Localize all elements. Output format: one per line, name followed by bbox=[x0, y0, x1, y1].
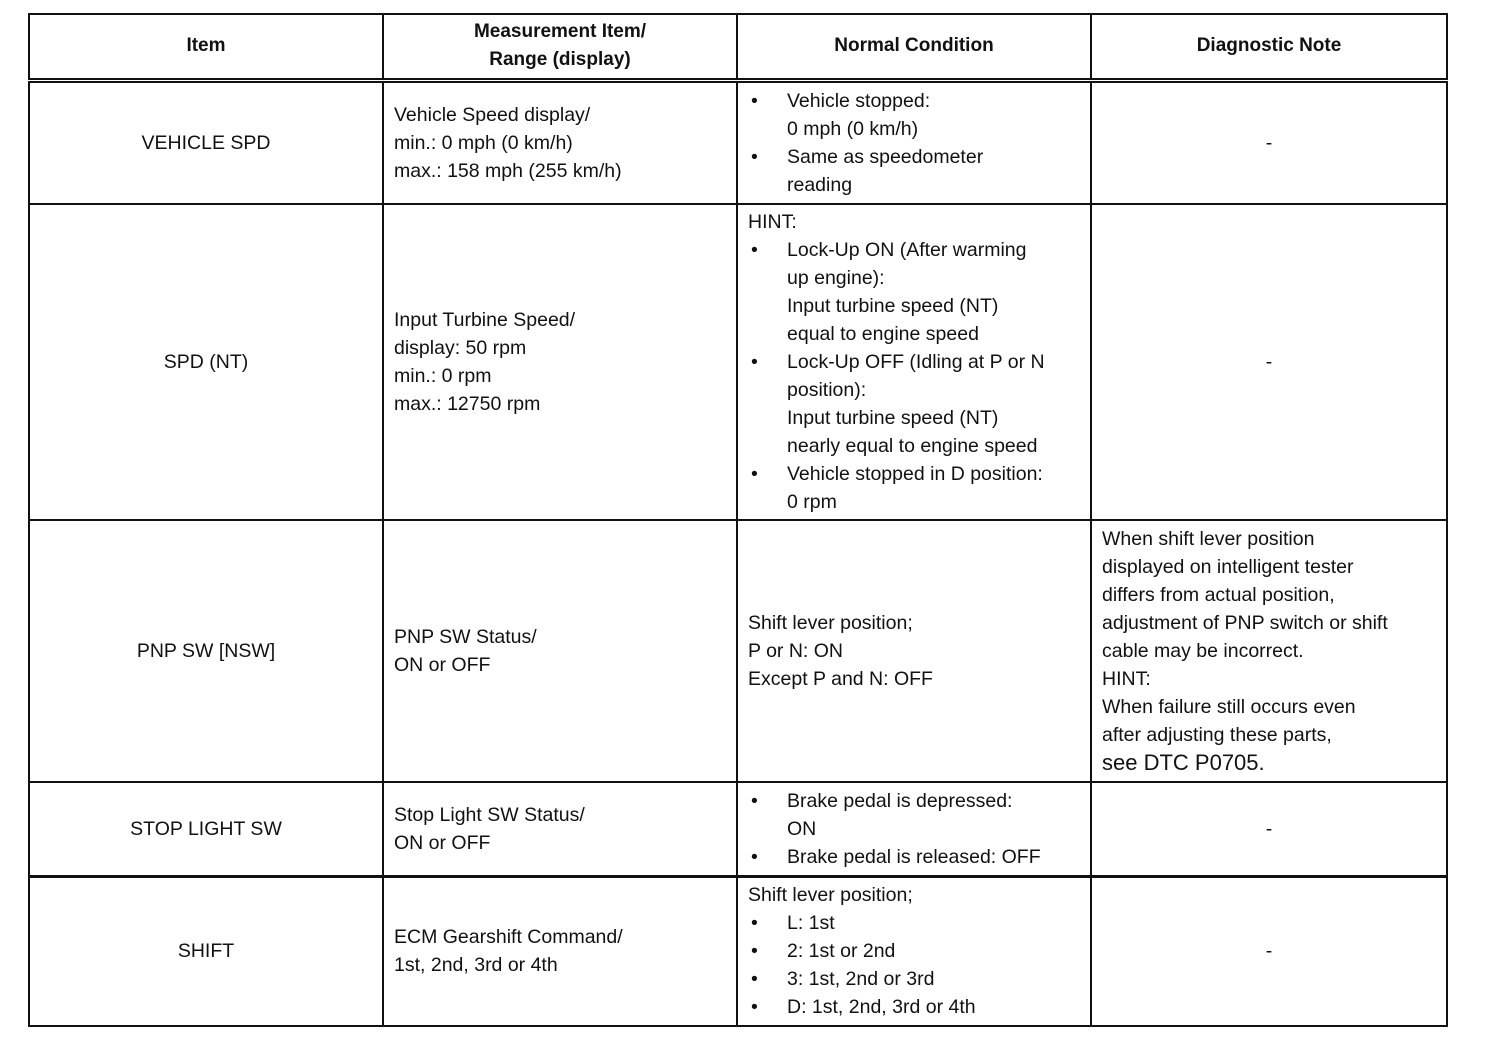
text-line: Shift lever position; bbox=[748, 612, 913, 634]
table-row bbox=[29, 204, 1447, 520]
text-line: displayed on intelligent tester bbox=[1102, 556, 1354, 578]
text-line: PNP SW Status/ bbox=[394, 626, 537, 648]
text-line: When failure still occurs even bbox=[1102, 696, 1356, 718]
bullet-continuation: nearly equal to engine speed bbox=[787, 435, 1038, 457]
measurement-cell bbox=[383, 204, 737, 520]
text-line: ON or OFF bbox=[394, 831, 491, 854]
bullet-continuation: 0 mph (0 km/h) bbox=[787, 117, 919, 140]
header-row bbox=[29, 14, 1447, 80]
text-line: 1st, 2nd, 3rd or 4th bbox=[394, 954, 558, 977]
bullet-item: • Lock-Up ON (After warming bbox=[748, 236, 1080, 264]
bullet-continuation: 0 rpm bbox=[787, 491, 837, 513]
text-line: Shift lever position; bbox=[748, 884, 913, 907]
diagnostic-note-cell: - bbox=[1091, 876, 1447, 1026]
text-line: When shift lever position bbox=[1102, 528, 1315, 550]
bullet-item: • Vehicle stopped: bbox=[748, 87, 1080, 115]
header-diagnostic-note: Diagnostic Note bbox=[1091, 14, 1447, 80]
header-measurement bbox=[383, 14, 737, 80]
measurement-cell bbox=[383, 80, 737, 204]
measurement-cell bbox=[383, 782, 737, 876]
bullet-item: • Vehicle stopped in D position: bbox=[748, 460, 1080, 488]
bullet-item: • Same as speedometer bbox=[748, 143, 1080, 171]
bullet-continuation: equal to engine speed bbox=[787, 323, 979, 345]
bullet-continuation: Input turbine speed (NT) bbox=[787, 295, 999, 317]
text-line: Vehicle Speed display/ bbox=[394, 103, 591, 126]
hint-label: HINT: bbox=[748, 211, 797, 233]
text-line: cable may be incorrect. bbox=[1102, 640, 1304, 662]
normal-condition-cell bbox=[737, 80, 1091, 204]
item-cell: VEHICLE SPD bbox=[29, 80, 383, 204]
text-line: min.: 0 rpm bbox=[394, 365, 492, 387]
table-row bbox=[29, 876, 1447, 1026]
text-line: differs from actual position, bbox=[1102, 584, 1335, 606]
item-cell: PNP SW [NSW] bbox=[29, 520, 383, 782]
text-line: Stop Light SW Status/ bbox=[394, 803, 585, 826]
bullet-item: • Brake pedal is depressed: bbox=[748, 787, 1080, 815]
bullet-item: • 2: 1st or 2nd bbox=[748, 937, 1080, 965]
table-row bbox=[29, 80, 1447, 204]
normal-condition-cell bbox=[737, 876, 1091, 1026]
table-row bbox=[29, 520, 1447, 782]
bullet-continuation: up engine): bbox=[787, 267, 885, 289]
header-measurement-line1: Measurement Item/ bbox=[473, 21, 647, 43]
header-item: Item bbox=[29, 14, 383, 80]
normal-condition-cell bbox=[737, 782, 1091, 876]
data-list-table bbox=[28, 13, 1448, 1027]
header-normal-condition: Normal Condition bbox=[737, 14, 1091, 80]
text-line: adjustment of PNP switch or shift bbox=[1102, 612, 1388, 634]
text-line: ON or OFF bbox=[394, 654, 491, 676]
bullet-item: • Brake pedal is released: OFF bbox=[748, 843, 1080, 871]
text-line: min.: 0 mph (0 km/h) bbox=[394, 131, 573, 154]
item-cell: SPD (NT) bbox=[29, 204, 383, 520]
text-line: Input Turbine Speed/ bbox=[394, 309, 576, 331]
dtc-reference: see DTC P0705. bbox=[1102, 750, 1265, 775]
bullet-continuation: position): bbox=[787, 379, 867, 401]
text-line: max.: 12750 rpm bbox=[394, 393, 541, 415]
bullet-continuation: Input turbine speed (NT) bbox=[787, 407, 999, 429]
item-cell: STOP LIGHT SW bbox=[29, 782, 383, 876]
diagnostic-note-cell: - bbox=[1091, 782, 1447, 876]
item-cell: SHIFT bbox=[29, 876, 383, 1026]
diagnostic-note-cell bbox=[1091, 520, 1447, 782]
measurement-cell bbox=[383, 876, 737, 1026]
bullet-item: • D: 1st, 2nd, 3rd or 4th bbox=[748, 993, 1080, 1021]
header-measurement-line2: Range (display) bbox=[489, 49, 631, 71]
text-line: display: 50 rpm bbox=[394, 337, 527, 359]
bullet-item: • L: 1st bbox=[748, 909, 1080, 937]
diagnostic-note-cell: - bbox=[1091, 204, 1447, 520]
normal-condition-cell bbox=[737, 204, 1091, 520]
text-line: max.: 158 mph (255 km/h) bbox=[394, 159, 622, 182]
bullet-item: • Lock-Up OFF (Idling at P or N bbox=[748, 348, 1080, 376]
text-line: P or N: ON bbox=[748, 640, 843, 662]
bullet-continuation: ON bbox=[787, 817, 817, 840]
text-line: after adjusting these parts, bbox=[1102, 724, 1332, 746]
diagnostic-note-cell: - bbox=[1091, 80, 1447, 204]
text-line: Except P and N: OFF bbox=[748, 668, 933, 690]
hint-label: HINT: bbox=[1102, 668, 1151, 690]
bullet-item: • 3: 1st, 2nd or 3rd bbox=[748, 965, 1080, 993]
measurement-cell bbox=[383, 520, 737, 782]
table-row bbox=[29, 782, 1447, 876]
text-line: ECM Gearshift Command/ bbox=[394, 926, 623, 949]
normal-condition-cell bbox=[737, 520, 1091, 782]
bullet-continuation: reading bbox=[787, 173, 853, 196]
